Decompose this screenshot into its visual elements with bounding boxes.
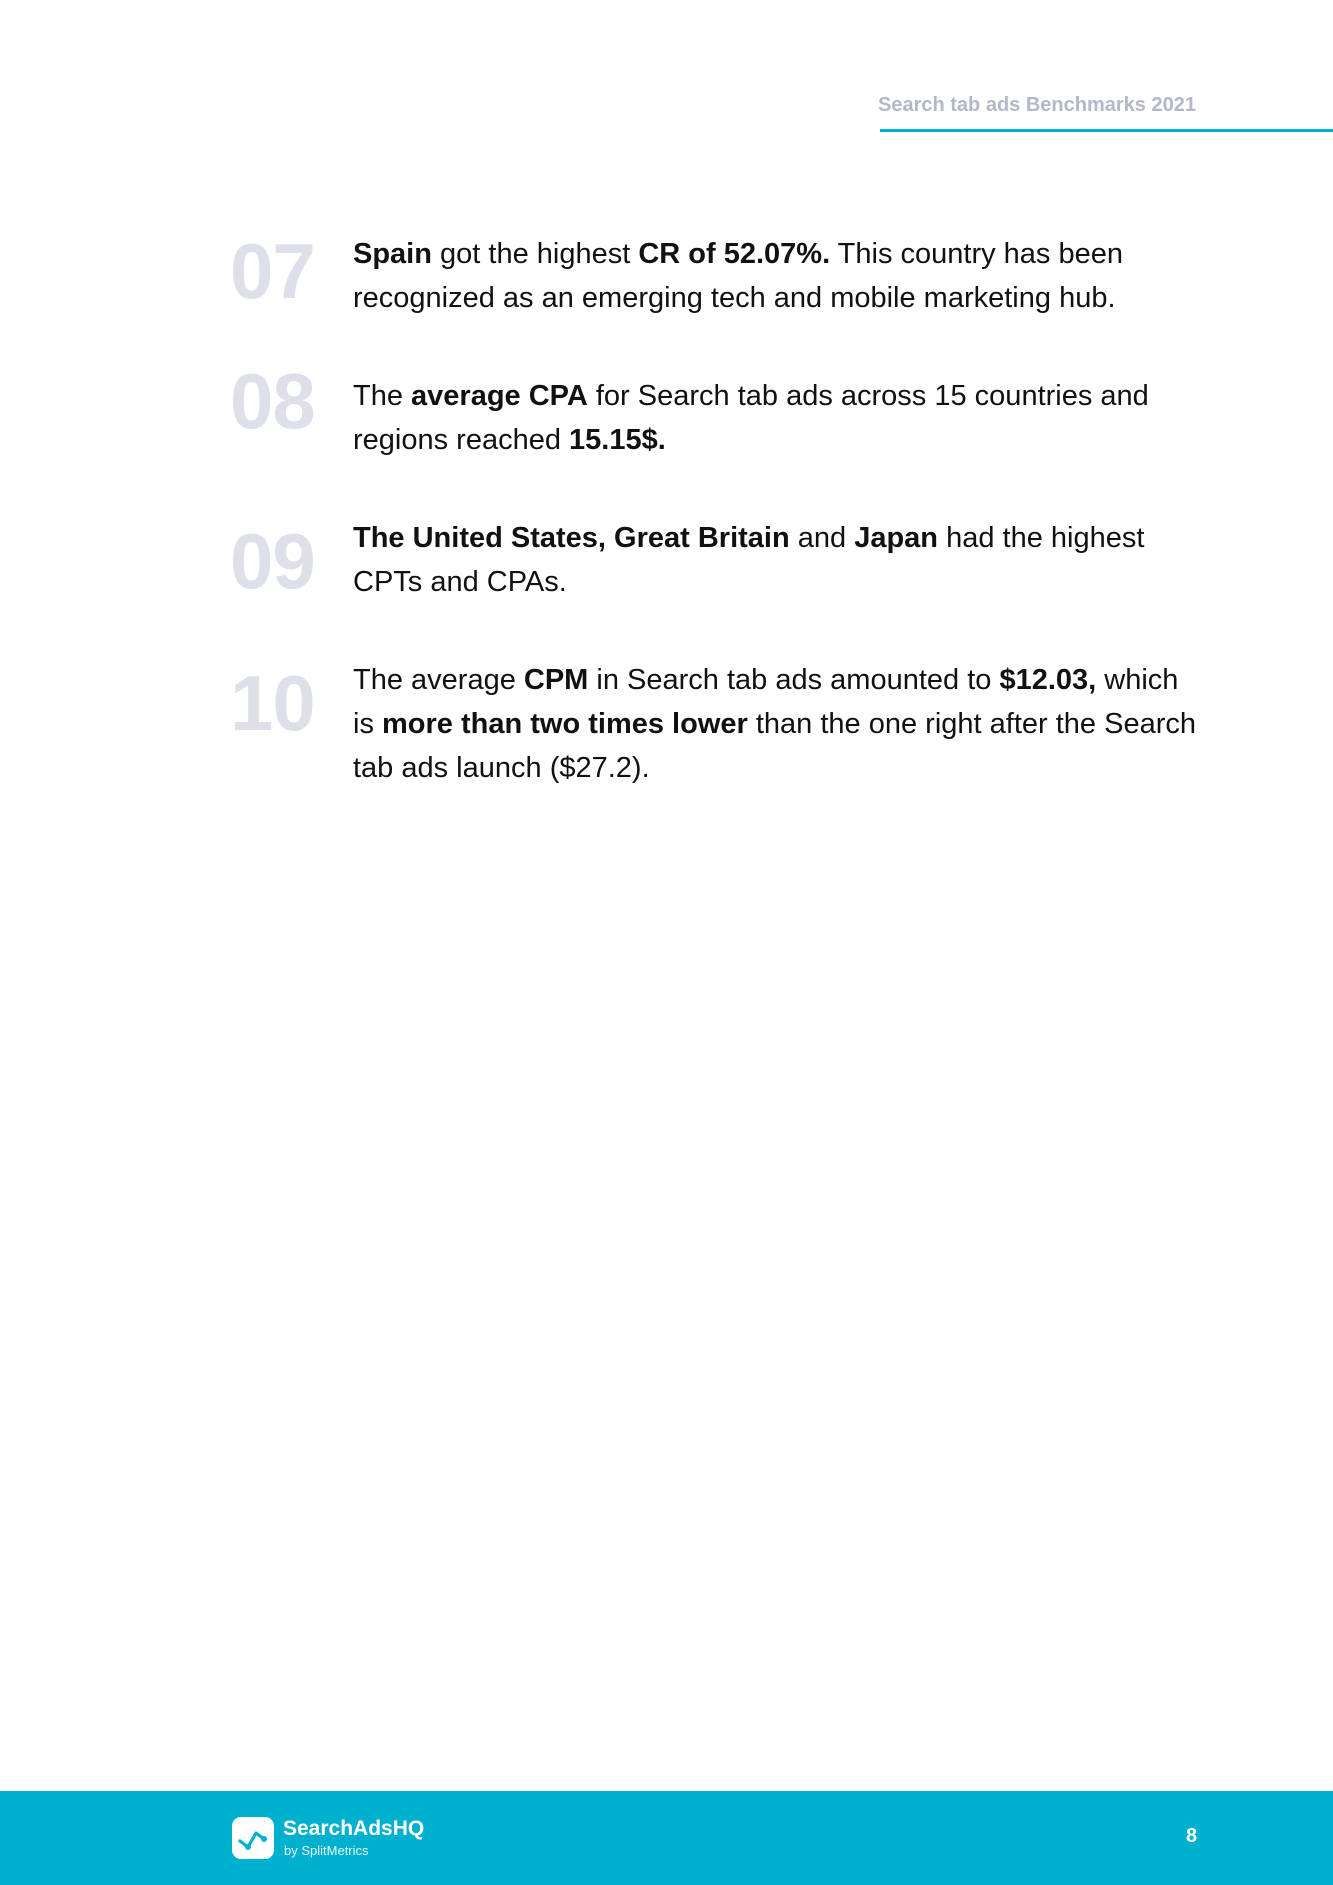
body-text: This country has been recognized as an emerging tech and mobile marketing hub. (353, 238, 1124, 314)
chart-line-icon (232, 1817, 274, 1859)
emphasis-text: more than two times lower (382, 708, 748, 740)
emphasis-text: CR of 52.07%. (638, 238, 831, 270)
finding-text (353, 374, 1203, 462)
body-text: The (353, 380, 412, 412)
page-footer (0, 1791, 1333, 1885)
header-title: Search tab ads Benchmarks 2021 (878, 94, 1196, 116)
finding-text (353, 658, 1203, 790)
emphasis-text: Spain (353, 238, 432, 270)
emphasis-text: The United States, Great Britain (353, 522, 790, 554)
emphasis-text: Japan (854, 522, 939, 554)
header-underline (880, 129, 1333, 132)
logo-subtitle: by SplitMetrics (284, 1843, 369, 1858)
emphasis-text: 15.15$. (569, 424, 666, 456)
finding-text (353, 516, 1203, 604)
finding-number: 07 (230, 227, 315, 315)
finding-number: 10 (230, 659, 315, 747)
page-header (878, 94, 1333, 134)
body-text: The average (353, 664, 524, 696)
body-text: in Search tab ads amounted to (588, 664, 1000, 696)
emphasis-text: CPM (523, 664, 589, 696)
body-text: got the highest (431, 238, 639, 270)
finding-text (353, 232, 1203, 320)
body-text: than the one right after the Search tab ads launch ($27.2). (353, 708, 1196, 784)
page-number: 8 (1186, 1825, 1198, 1847)
emphasis-text: $12.03, (999, 664, 1097, 696)
logo-name: SearchAdsHQ (283, 1817, 425, 1840)
emphasis-text: average CPA (411, 380, 588, 412)
finding-number: 09 (230, 517, 315, 605)
body-text: had the highest CPTs and CPAs. (353, 522, 1145, 598)
body-text: and (789, 522, 855, 554)
body-text: for Search tab ads across 15 countries and regions reached (353, 380, 1149, 456)
body-text: which is (353, 664, 1179, 740)
finding-number: 08 (230, 357, 315, 445)
